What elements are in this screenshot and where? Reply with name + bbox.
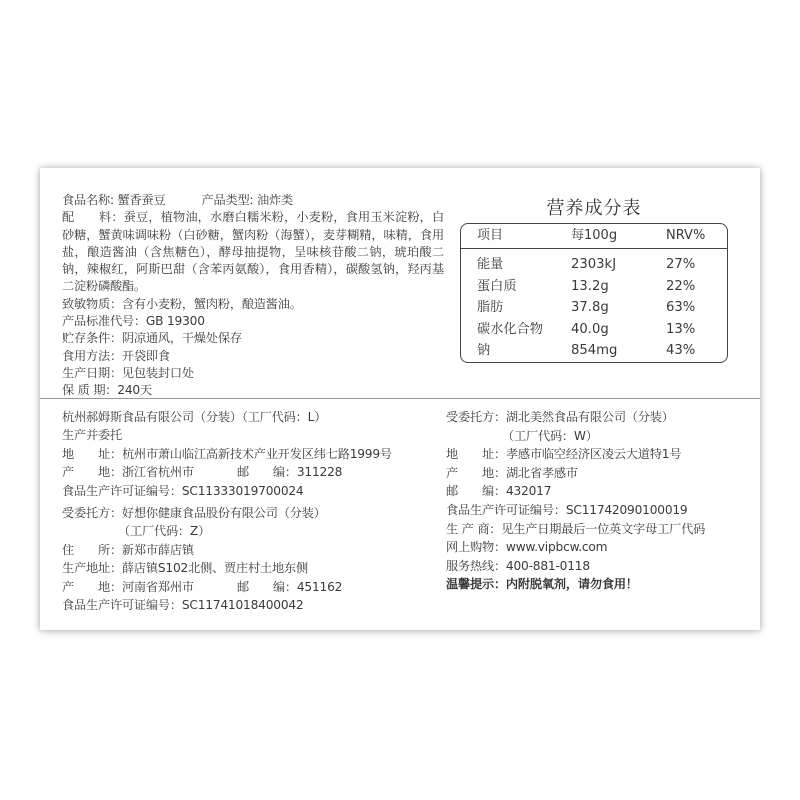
nutrient-nrv: 43% [666,343,696,358]
producer3-origin [446,464,756,483]
nutrient-amount: 13.2g [571,278,609,294]
address-label: 地 址： [446,447,506,462]
address-value: 杭州市萧山临江高新技术产业开发区纬七路1999号 [121,446,392,461]
producer1-company: 杭州郝姆斯食品有限公司（分装）（工厂代码：L） [62,410,327,424]
producer2-origin-postcode [62,578,432,596]
usage-text: 食用方法：开袋即食 [62,348,170,363]
warning-text: 温馨提示：内附脱氧剂，请勿食用！ [446,577,638,592]
product-type: 产品类型: 油炸类 [201,193,293,207]
address-label: 地 址： [62,446,122,461]
postcode-label: 邮 编： [446,484,506,499]
producer1-address [62,445,432,463]
nutrient-name: 能量 [477,257,504,272]
nutrient-amount: 37.8g [571,300,609,315]
nutrition-header-row [461,224,727,249]
nutrient-name: 脂肪 [477,300,504,315]
producer1-origin-postcode [62,463,432,481]
producer3-license: 食品生产许可证编号：SC11742090100019 [446,502,688,517]
header-nrv: NRV% [666,228,706,243]
storage-text: 贮存条件：阴凉通风，干燥处保存 [62,331,242,346]
nutrient-name: 碳水化合物 [477,321,543,337]
origin-value: 湖北省孝感市 [505,465,578,480]
producer3-company: 受委托方：湖北美然食品有限公司（分装） [446,410,674,424]
header-item: 项目 [477,228,504,243]
standard-code-text: 产品标准代号：GB 19300 [62,314,205,329]
nutrient-amount: 2303kJ [571,257,617,272]
hotline-text: 服务热线：400-881-0118 [446,558,590,573]
allergens-text: 致敏物质：含有小麦粉，蟹肉粉，酿造酱油。 [62,296,302,311]
producer3-address [446,445,756,464]
postcode-value: 311228 [296,465,343,480]
ingredients-text: 配 料：蚕豆，植物油，水磨白糯米粉，小麦粉，食用玉米淀粉，白砂糖，蟹黄味调味粉（白砂糖，蟹肉粉（海蟹），麦芽糊精，味精，食用盐，酿造酱油（含焦糖色），酵母抽提物，呈味核苷酸二钠，琥珀酸二钠，辣椒红，阿斯巴甜（含苯丙氨酸），食用香精），碳酸氢钠，羟丙基二淀粉磷酸酯。 [62,210,444,294]
producer1-license: 食品生产许可证编号：SC11333019700024 [62,483,304,498]
producer2-company: 受委托方：好想你健康食品股份有限公司（分装） [62,506,326,521]
product-section [40,168,760,399]
producer3-postcode [446,482,756,501]
producer2-factory-address: 生产地址：薛店镇S102北侧、贾庄村土地东侧 [62,561,308,576]
nutrient-name: 蛋白质 [477,278,517,294]
origin-label: 产 地： [446,465,506,480]
producer2-factory-code: （工厂代码：Z） [118,524,211,539]
address-value: 孝感市临空经济区凌云大道特1号 [505,447,682,462]
nutrition-title: 营养成分表 [546,198,642,219]
product-info [62,192,444,400]
producer-info-left [62,408,432,614]
producer1-role: 生产并委托 [62,428,122,443]
nutrition-row-protein [461,276,727,298]
producer3-factory-code: （工厂代码：W） [502,428,598,443]
producer2-address: 住 所：新郑市薛店镇 [62,542,194,557]
origin-label: 产 地： [62,579,122,594]
nutrition-facts [460,196,728,363]
nutrient-amount: 854mg [571,343,618,358]
nutrient-amount: 40.0g [571,321,609,337]
nutrition-row-energy [461,254,727,276]
website-text: 网上购物：www.vipbcw.com [446,540,608,555]
food-label-card [40,168,760,630]
header-per-100g: 每100g [571,228,618,243]
postcode-value: 451162 [296,579,343,594]
origin-value: 河南省郑州市 [121,579,194,594]
nutrient-nrv: 63% [666,300,696,315]
nutrient-nrv: 13% [666,321,696,337]
product-name: 食品名称: 蟹香蚕豆 [62,193,166,207]
manufacturer-note: 生 产 商：见生产日期最后一位英文字母工厂代码 [446,521,706,536]
nutrition-row-carbohydrate [461,319,727,341]
nutrition-table [460,223,728,363]
producer-info-right [446,408,756,594]
postcode-label: 邮 编： [236,465,297,480]
origin-label: 产 地： [62,465,122,480]
nutrition-row-sodium [461,340,727,362]
postcode-label: 邮 编： [236,579,297,594]
nutrient-nrv: 27% [666,257,696,272]
production-date-text: 生产日期：见包装封口处 [62,365,194,380]
nutrient-nrv: 22% [666,278,696,294]
nutrition-row-fat [461,297,727,319]
origin-value: 浙江省杭州市 [121,465,194,480]
product-name-type-row [62,192,444,209]
postcode-value: 432017 [505,484,552,499]
nutrition-body [461,254,727,362]
nutrient-name: 钠 [477,343,491,358]
producer2-license: 食品生产许可证编号：SC11741018400042 [62,598,304,613]
shelf-life-text: 保 质 期：240天 [62,383,152,398]
